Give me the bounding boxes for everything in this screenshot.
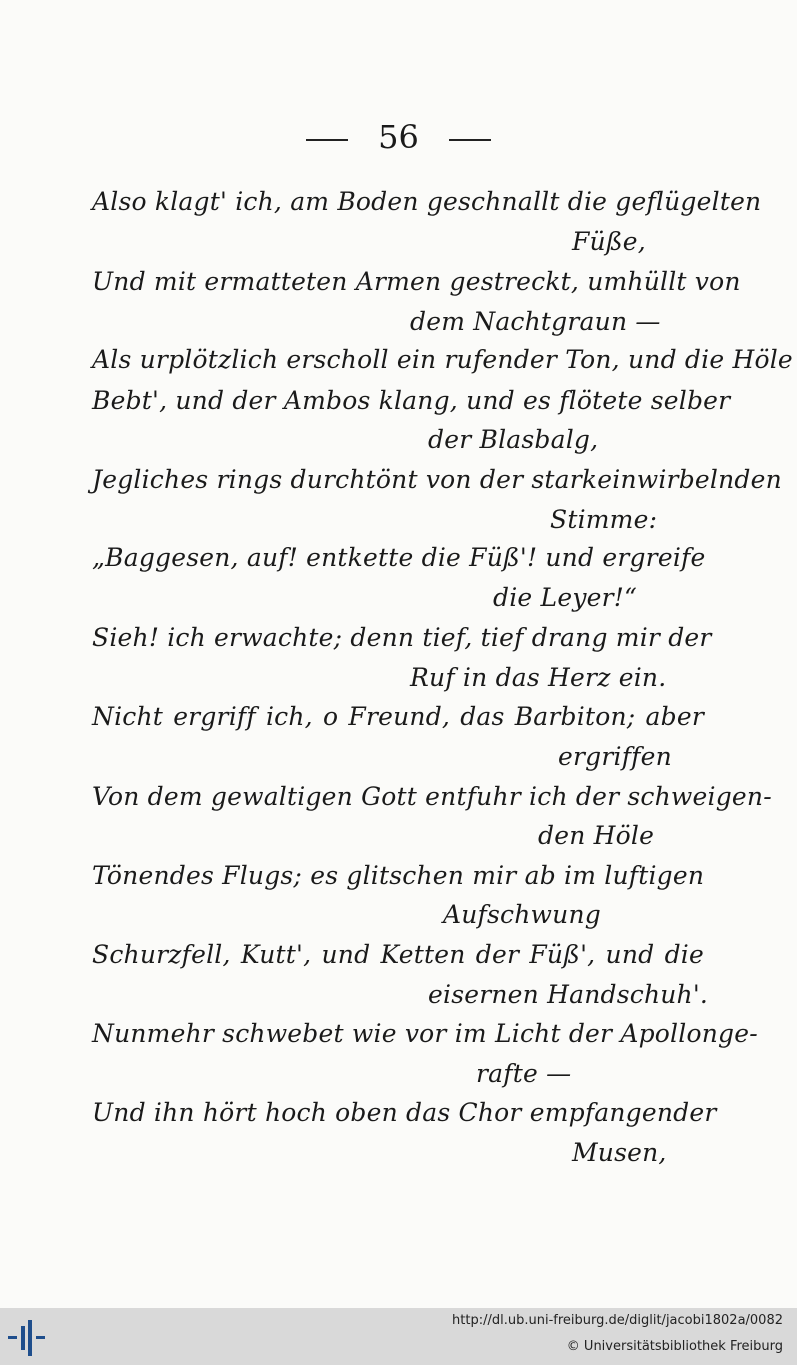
- header-dash-left: [306, 139, 348, 141]
- verse-line: Und mit ermatteten Armen gestreckt, umhüllt von: [92, 267, 741, 296]
- verse-line: Als urplötzlich erscholl ein rufender Ton, und die Höle: [92, 345, 793, 374]
- library-logo-icon: [8, 1318, 48, 1358]
- verse-continuation: die Leyer!“: [493, 583, 638, 612]
- verse-continuation: Musen,: [572, 1138, 667, 1167]
- header-dash-right: [449, 139, 491, 141]
- copyright-notice: © Universitätsbibliothek Freiburg: [566, 1339, 783, 1354]
- verse-continuation: Ruf in das Herz ein.: [410, 663, 667, 692]
- verse-continuation: Füße,: [572, 227, 646, 256]
- verse-line: „Baggesen, auf! entkette die Füß'! und ergreife: [92, 543, 706, 572]
- verse-continuation: ergriffen: [558, 742, 672, 771]
- verse-line: Bebt', und der Ambos klang, und es flötete selber: [92, 386, 731, 415]
- verse-continuation: eisernen Handschuh'.: [428, 980, 709, 1009]
- verse-line: Und ihn hört hoch oben das Chor empfangender: [92, 1098, 717, 1127]
- source-url-link[interactable]: http://dl.ub.uni-freiburg.de/diglit/jacobi1802a/0082: [452, 1313, 783, 1328]
- verse-line: Schurzfell, Kutt', und Ketten der Füß', und die: [92, 940, 704, 969]
- verse-line: Sieh! ich erwachte; denn tief, tief drang mir der: [92, 623, 712, 652]
- viewer-footer: [0, 1308, 797, 1365]
- verse-continuation: Aufschwung: [443, 900, 601, 929]
- verse-continuation: rafte —: [476, 1059, 572, 1088]
- verse-continuation: der Blasbalg,: [428, 425, 599, 454]
- page-number: 56: [378, 118, 419, 156]
- verse-line: Tönendes Flugs; es glitschen mir ab im luftigen: [92, 861, 705, 890]
- verse-line: Nunmehr schwebet wie vor im Licht der Apollonge-: [92, 1019, 758, 1048]
- page-header: [0, 112, 797, 162]
- verse-line: Also klagt' ich, am Boden geschnallt die geflügelten: [92, 187, 762, 216]
- verse-continuation: dem Nachtgraun —: [410, 307, 661, 336]
- verse-line: Nicht ergriff ich, o Freund, das Barbiton; aber: [92, 702, 704, 731]
- verse-line: Jegliches rings durchtönt von der starkeinwirbelnden: [92, 465, 782, 494]
- verse-continuation: Stimme:: [550, 505, 658, 534]
- verse-line: Von dem gewaltigen Gott entfuhr ich der schweigen-: [92, 782, 772, 811]
- verse-continuation: den Höle: [538, 821, 655, 850]
